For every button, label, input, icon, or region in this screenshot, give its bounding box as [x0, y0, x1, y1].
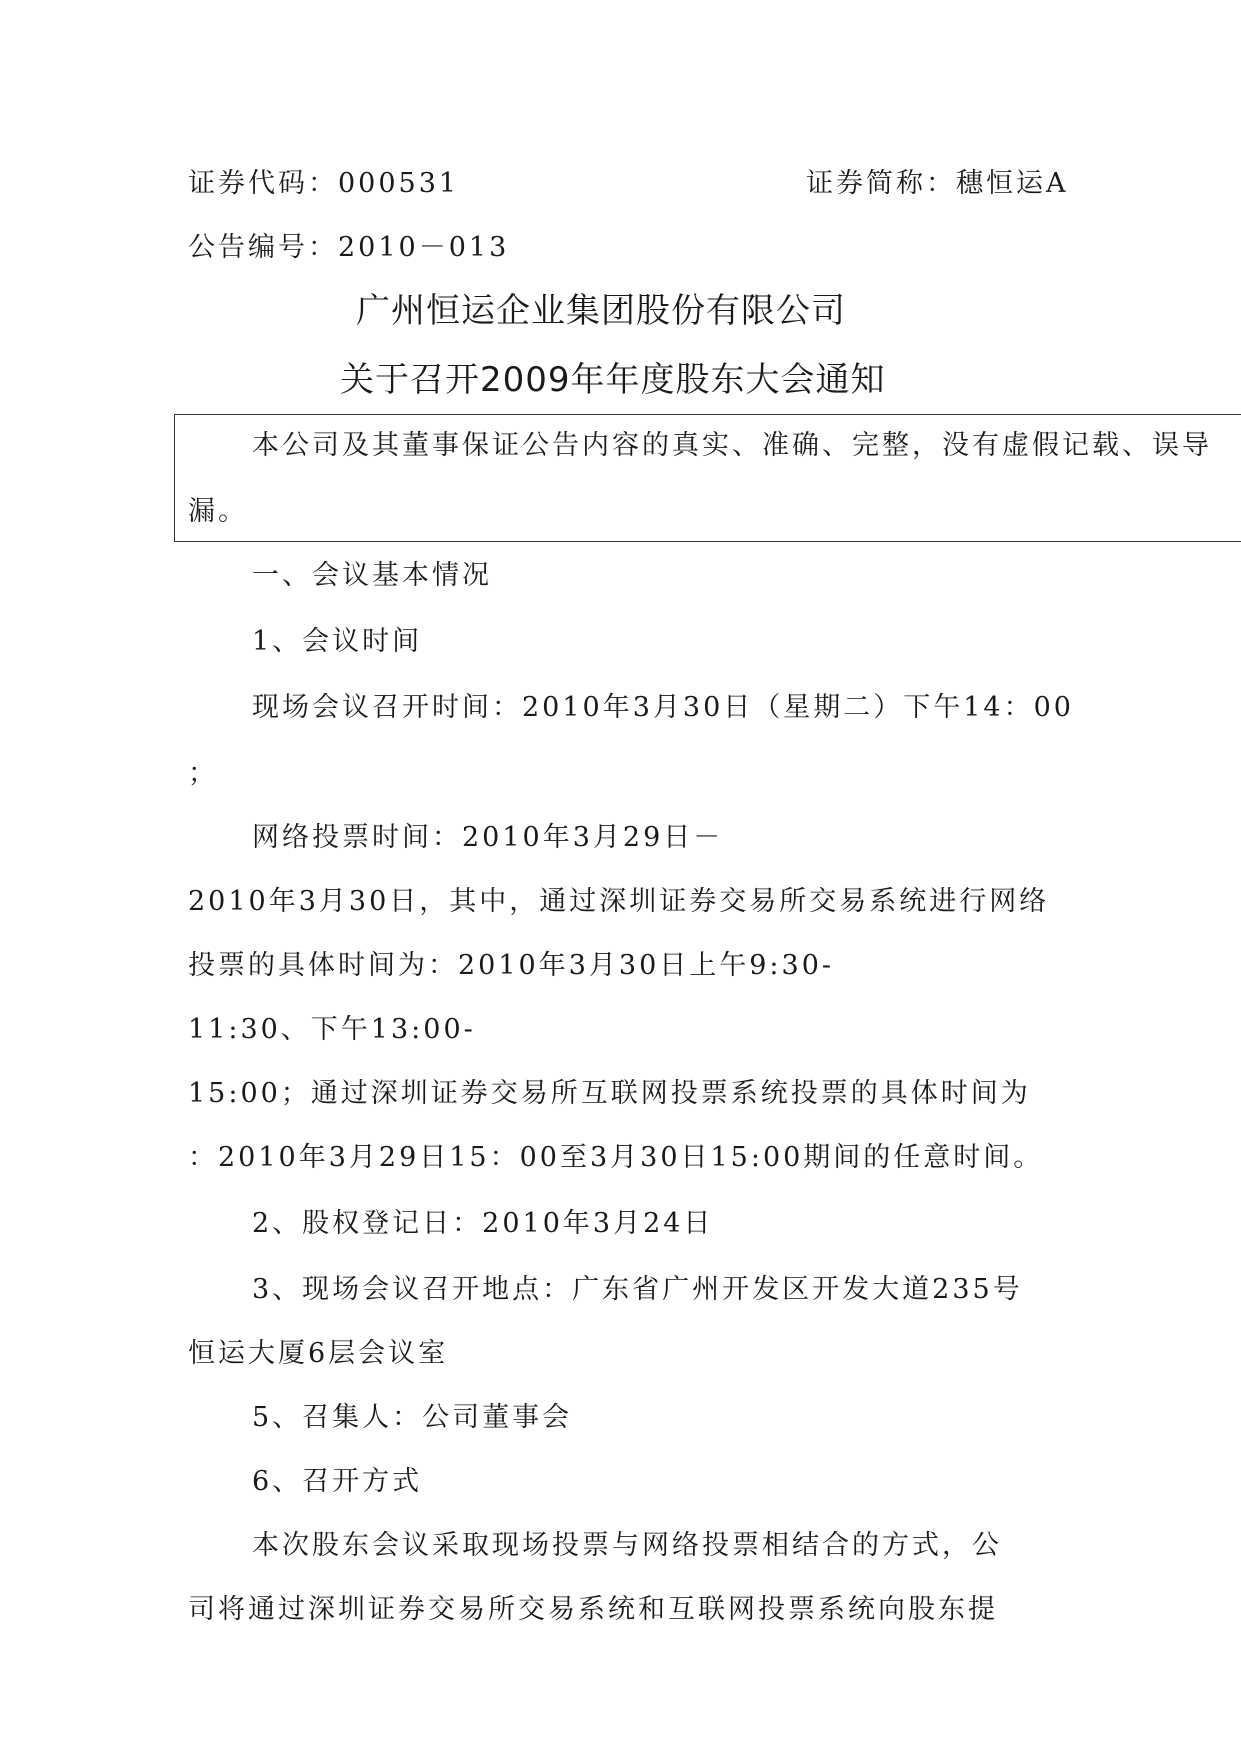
net-vote-time-line-4: 11:30、下午13:00- [188, 1014, 476, 1045]
declaration-line-2: 漏。 [188, 496, 248, 527]
onsite-meeting-time: 现场会议召开时间：2010年3月30日（星期二）下午14：00 [252, 692, 1074, 723]
company-name-title: 广州恒运企业集团股份有限公司 [356, 291, 846, 331]
item-meeting-method: 6、召开方式 [252, 1466, 423, 1497]
notice-title: 关于召开2009年年度股东大会通知 [340, 360, 886, 400]
item-record-date: 2、股权登记日：2010年3月24日 [252, 1208, 714, 1239]
net-vote-time-line-6: ：2010年3月29日15：00至3月30日15:00期间的任意时间。 [188, 1142, 1044, 1173]
notice-number: 公告编号：2010－013 [188, 232, 510, 263]
net-vote-time-line-2: 2010年3月30日，其中，通过深圳证券交易所交易系统进行网络 [188, 886, 1050, 917]
onsite-meeting-time-end: ； [188, 758, 218, 789]
declaration-line-1: 本公司及其董事保证公告内容的真实、准确、完整，没有虚假记载、误导 [252, 430, 1212, 461]
item-meeting-time: 1、会议时间 [252, 626, 423, 657]
item-convener: 5、召集人：公司董事会 [252, 1402, 573, 1433]
method-text-line-2: 司将通过深圳证券交易所交易系统和互联网投票系统向股东提 [188, 1594, 998, 1625]
item-venue-line-1: 3、现场会议召开地点：广东省广州开发区开发大道235号 [252, 1274, 1023, 1305]
net-vote-time-line-3: 投票的具体时间为：2010年3月30日上午9:30- [188, 950, 835, 981]
security-short-name: 证券简称：穗恒运A [806, 168, 1069, 199]
net-vote-time-line-1: 网络投票时间：2010年3月29日－ [252, 822, 724, 853]
method-text-line-1: 本次股东会议采取现场投票与网络投票相结合的方式，公 [252, 1530, 1002, 1561]
item-venue-line-2: 恒运大厦6层会议室 [188, 1338, 449, 1369]
section-heading-meeting-basics: 一、会议基本情况 [252, 560, 492, 591]
security-code: 证券代码：000531 [188, 168, 460, 199]
net-vote-time-line-5: 15:00；通过深圳证券交易所互联网投票系统投票的具体时间为 [188, 1078, 1031, 1109]
